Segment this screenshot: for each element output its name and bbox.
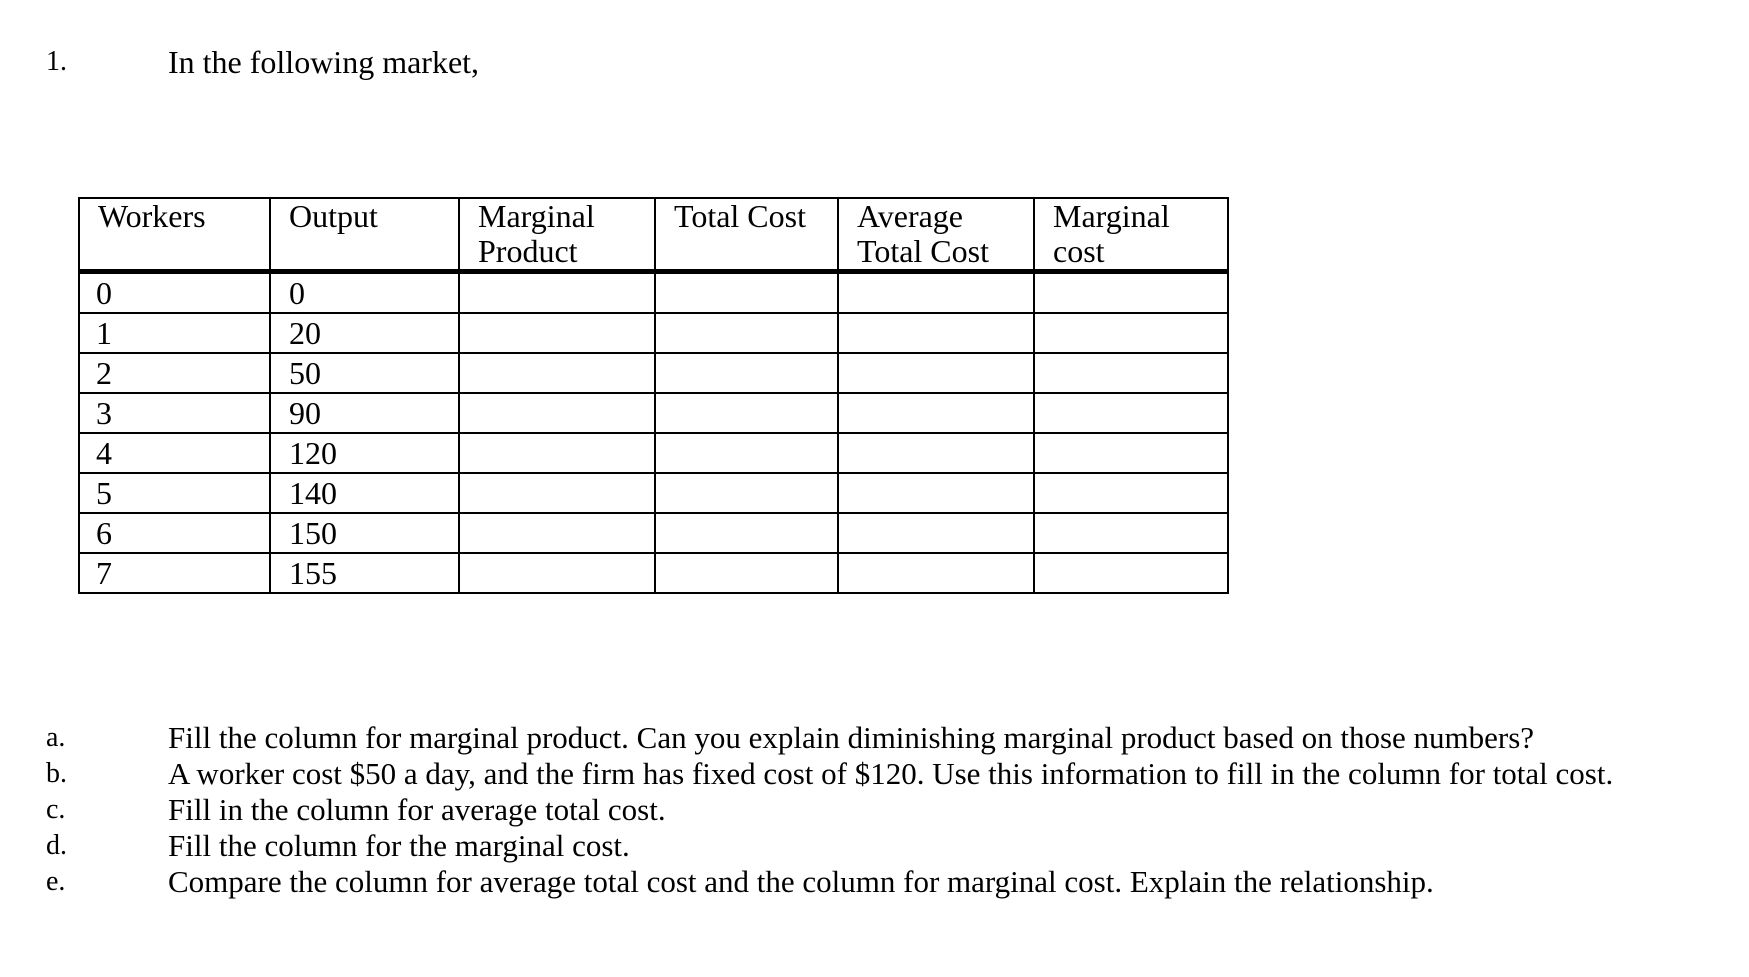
subquestion-item xyxy=(46,792,1613,828)
subquestion-item xyxy=(46,828,1613,864)
cell-average-total-cost xyxy=(837,392,1033,432)
cell-workers: 5 xyxy=(78,472,269,512)
subquestion-text: Fill in the column for average total cost. xyxy=(168,792,666,827)
cell-workers: 3 xyxy=(78,392,269,432)
cell-total-cost xyxy=(654,352,837,392)
cell-marginal-product xyxy=(458,512,654,552)
table-row xyxy=(78,552,1229,594)
subquestion-letter: b. xyxy=(46,758,67,789)
subquestion-text: Fill the column for marginal product. Can you explain diminishing marginal product based on those numbers? xyxy=(168,720,1535,755)
cell-average-total-cost xyxy=(837,432,1033,472)
cell-output: 120 xyxy=(269,432,458,472)
cell-output: 90 xyxy=(269,392,458,432)
cell-marginal-product xyxy=(458,432,654,472)
subquestion-text: A worker cost $50 a day, and the firm has fixed cost of $120. Use this information to fill in the column for total cost. xyxy=(168,756,1614,791)
table-row xyxy=(78,271,1229,312)
cell-total-cost xyxy=(654,271,837,312)
header-marginal-product xyxy=(458,197,654,271)
cell-total-cost xyxy=(654,552,837,594)
header-average-total-cost xyxy=(837,197,1033,271)
subquestion-text: Compare the column for average total cost and the column for marginal cost. Explain the relationship. xyxy=(168,864,1434,899)
subquestion-letter: e. xyxy=(46,866,66,897)
cell-marginal-cost xyxy=(1033,432,1229,472)
cell-workers: 0 xyxy=(78,271,269,312)
cell-marginal-product xyxy=(458,271,654,312)
cell-average-total-cost xyxy=(837,552,1033,594)
subquestion-list xyxy=(46,720,1613,900)
cell-workers: 4 xyxy=(78,432,269,472)
header-workers-line1: Workers xyxy=(98,198,206,234)
subquestion-item xyxy=(46,756,1613,792)
cell-average-total-cost xyxy=(837,472,1033,512)
question-intro: In the following market, xyxy=(168,44,480,80)
cell-output: 20 xyxy=(269,312,458,352)
cell-marginal-cost xyxy=(1033,271,1229,312)
cell-output: 140 xyxy=(269,472,458,512)
subquestion-item xyxy=(46,864,1613,900)
cell-total-cost xyxy=(654,432,837,472)
header-marginal-product-line1: Marginal xyxy=(478,198,595,234)
cell-marginal-cost xyxy=(1033,312,1229,352)
cell-total-cost xyxy=(654,472,837,512)
cell-marginal-cost xyxy=(1033,392,1229,432)
table-row xyxy=(78,472,1229,512)
header-marginal-cost xyxy=(1033,197,1229,271)
cell-marginal-product xyxy=(458,552,654,594)
cell-output: 0 xyxy=(269,271,458,312)
table-row xyxy=(78,432,1229,472)
cell-output: 150 xyxy=(269,512,458,552)
header-total-cost xyxy=(654,197,837,271)
subquestion-text: Fill the column for the marginal cost. xyxy=(168,828,630,863)
header-average-total-cost-line1: Average xyxy=(857,198,963,234)
subquestion-letter: d. xyxy=(46,830,67,861)
cell-workers: 6 xyxy=(78,512,269,552)
cell-average-total-cost xyxy=(837,352,1033,392)
header-output xyxy=(269,197,458,271)
cell-marginal-cost xyxy=(1033,472,1229,512)
header-marginal-cost-line2: cost xyxy=(1053,233,1105,269)
cell-average-total-cost xyxy=(837,271,1033,312)
cell-marginal-product xyxy=(458,392,654,432)
header-output-line1: Output xyxy=(289,198,378,234)
cell-marginal-cost xyxy=(1033,512,1229,552)
table-row xyxy=(78,352,1229,392)
cell-total-cost xyxy=(654,392,837,432)
table-header-row xyxy=(78,197,1229,271)
header-marginal-product-line2: Product xyxy=(478,233,578,269)
header-average-total-cost-line2: Total Cost xyxy=(857,233,989,269)
header-total-cost-line1: Total Cost xyxy=(674,198,806,234)
table-row xyxy=(78,392,1229,432)
market-table xyxy=(78,197,1229,594)
cell-total-cost xyxy=(654,512,837,552)
cell-marginal-cost xyxy=(1033,552,1229,594)
subquestion-item xyxy=(46,720,1613,756)
cell-workers: 7 xyxy=(78,552,269,594)
table-row xyxy=(78,312,1229,352)
cell-average-total-cost xyxy=(837,312,1033,352)
cell-output: 50 xyxy=(269,352,458,392)
cell-marginal-product xyxy=(458,472,654,512)
table-row xyxy=(78,512,1229,552)
cell-average-total-cost xyxy=(837,512,1033,552)
cell-workers: 1 xyxy=(78,312,269,352)
cell-total-cost xyxy=(654,312,837,352)
question-number: 1. xyxy=(46,46,67,77)
cell-marginal-cost xyxy=(1033,352,1229,392)
cell-workers: 2 xyxy=(78,352,269,392)
cell-marginal-product xyxy=(458,312,654,352)
subquestion-letter: c. xyxy=(46,794,66,825)
cell-marginal-product xyxy=(458,352,654,392)
subquestion-letter: a. xyxy=(46,722,66,753)
cell-output: 155 xyxy=(269,552,458,594)
header-workers xyxy=(78,197,269,271)
header-marginal-cost-line1: Marginal xyxy=(1053,198,1170,234)
